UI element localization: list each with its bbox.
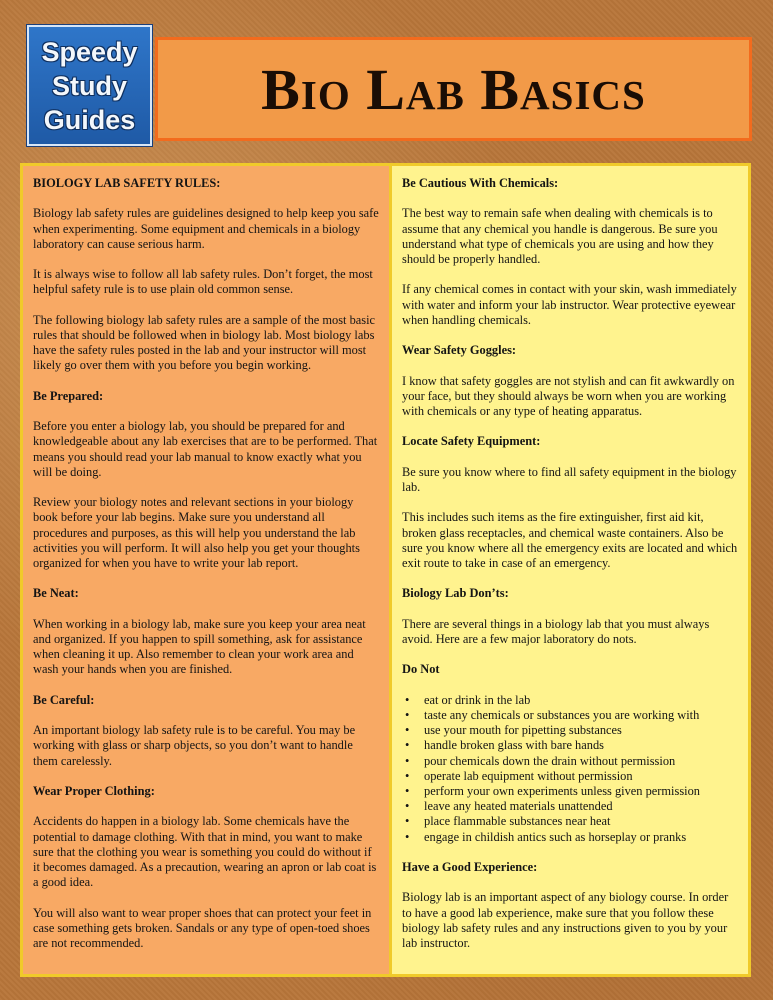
heading-be-careful: Be Careful: — [33, 692, 95, 707]
paragraph: There are several things in a biology lab that you must always avoid. Here are a few major laboratory do nots. — [402, 616, 710, 646]
paragraph: Biology lab is an important aspect of any biology course. In order to have a good lab experience, make sure that you follow these biology lab safety rules and any instructions given to you by your lab instructor. — [402, 890, 729, 950]
list-item: • perform your own experiments unless given permission — [402, 784, 739, 799]
paragraph: You will also want to wear proper shoes that can protect your feet in case something gets broken. Sandals or any type of open-toed shoes are not recommended. — [33, 905, 372, 950]
list-item: • eat or drink in the lab — [402, 693, 739, 708]
heading-safety-equipment: Locate Safety Equipment: — [402, 434, 541, 449]
list-item: • handle broken glass with bare hands — [402, 738, 739, 753]
list-item: • leave any heated materials unattended — [402, 799, 739, 814]
heading-safety-goggles: Wear Safety Goggles: — [402, 343, 517, 358]
heading-good-experience: Have a Good Experience: — [402, 859, 538, 874]
list-item: • pour chemicals down the drain without permission — [402, 754, 739, 769]
logo-line-1: Speedy — [41, 36, 138, 67]
content-panel — [20, 163, 751, 977]
heading-do-not: Do Not — [402, 662, 440, 677]
heading-lab-donts: Biology Lab Don’ts: — [402, 586, 509, 601]
paragraph: When working in a biology lab, make sure you keep your area neat and organized. If you happen to spill something, ask for assistance when cleaning it up. Also remember to clean your work area and wash your hands when you are finished. — [33, 616, 366, 677]
title-banner — [155, 37, 752, 141]
paragraph: The following biology lab safety rules are a sample of the most basic rules that should be followed when in biology lab. Most biology labs have the safety rules posted in the lab and your instructor will most likely go over them with you before you begin working. — [33, 312, 376, 373]
left-column — [23, 166, 389, 974]
paragraph: I know that safety goggles are not stylish and can fit awkwardly on your face, but they should always be worn when you are working with chemicals or any type of heating apparatus. — [402, 373, 735, 418]
paragraph: Accidents do happen in a biology lab. Some chemicals have the potential to damage clothing. With that in mind, you want to make sure that the clothing you wear is something you could do without if it becomes damaged. As a precaution, wearing an apron or lab coat is a good idea. — [33, 814, 377, 890]
paragraph: Before you enter a biology lab, you should be prepared for and knowledgeable about any lab exercises that are to be performed. That means you should read your lab manual to know exactly what you will be doing. — [33, 419, 378, 479]
paragraph: The best way to remain safe when dealing with chemicals is to assume that any chemical you handle is dangerous. Be sure you understand what type of chemicals you are using and how they should be properly handled. — [402, 206, 718, 266]
heading-safety-rules: BIOLOGY LAB SAFETY RULES: — [33, 176, 221, 190]
list-item: • use your mouth for pipetting substances — [402, 723, 739, 738]
page-title: Bio Lab Basics — [261, 56, 646, 122]
right-column — [389, 166, 748, 974]
heading-chemicals: Be Cautious With Chemicals: — [402, 176, 559, 190]
heading-be-prepared: Be Prepared: — [33, 388, 104, 403]
logo-line-2: Study — [51, 70, 127, 101]
paragraph: It is always wise to follow all lab safety rules. Don’t forget, the most helpful safety rule is to use plain old common sense. — [33, 267, 373, 297]
list-item: • engage in childish antics such as horseplay or pranks — [402, 830, 739, 845]
list-item: • operate lab equipment without permission — [402, 769, 739, 784]
heading-be-neat: Be Neat: — [33, 586, 79, 601]
paragraph: This includes such items as the fire extinguisher, first aid kit, broken glass receptacles, and chemical waste containers. Also be sure you know where all the emergency exits are located and which exit route to take in case of an emergency. — [402, 510, 738, 570]
do-not-list — [402, 693, 739, 845]
list-item: • taste any chemicals or substances you are working with — [402, 708, 739, 723]
speedy-study-guides-logo — [27, 25, 152, 146]
logo-line-3: Guides — [43, 104, 136, 135]
paragraph: An important biology lab safety rule is to be careful. You may be working with glass or sharp objects, so you don’t want to handle them carelessly. — [33, 723, 356, 768]
paragraph: If any chemical comes in contact with your skin, wash immediately with water and inform your lab instructor. Wear protective eyewear when handling chemicals. — [402, 282, 737, 327]
heading-proper-clothing: Wear Proper Clothing: — [33, 783, 155, 798]
paragraph: Biology lab safety rules are guidelines designed to help keep you safe when experimenting. Some equipment and chemicals in a biology laboratory can cause serious harm. — [33, 206, 379, 251]
paragraph: Be sure you know where to find all safety equipment in the biology lab. — [402, 464, 737, 494]
list-item: • place flammable substances near heat — [402, 814, 739, 829]
paragraph: Review your biology notes and relevant sections in your biology book before your lab begins. Make sure you understand all procedures and purposes, as this will help you understand the lab activities you will perform. It will also help you get your thoughts organized for when you have to write your lab report. — [33, 495, 360, 570]
